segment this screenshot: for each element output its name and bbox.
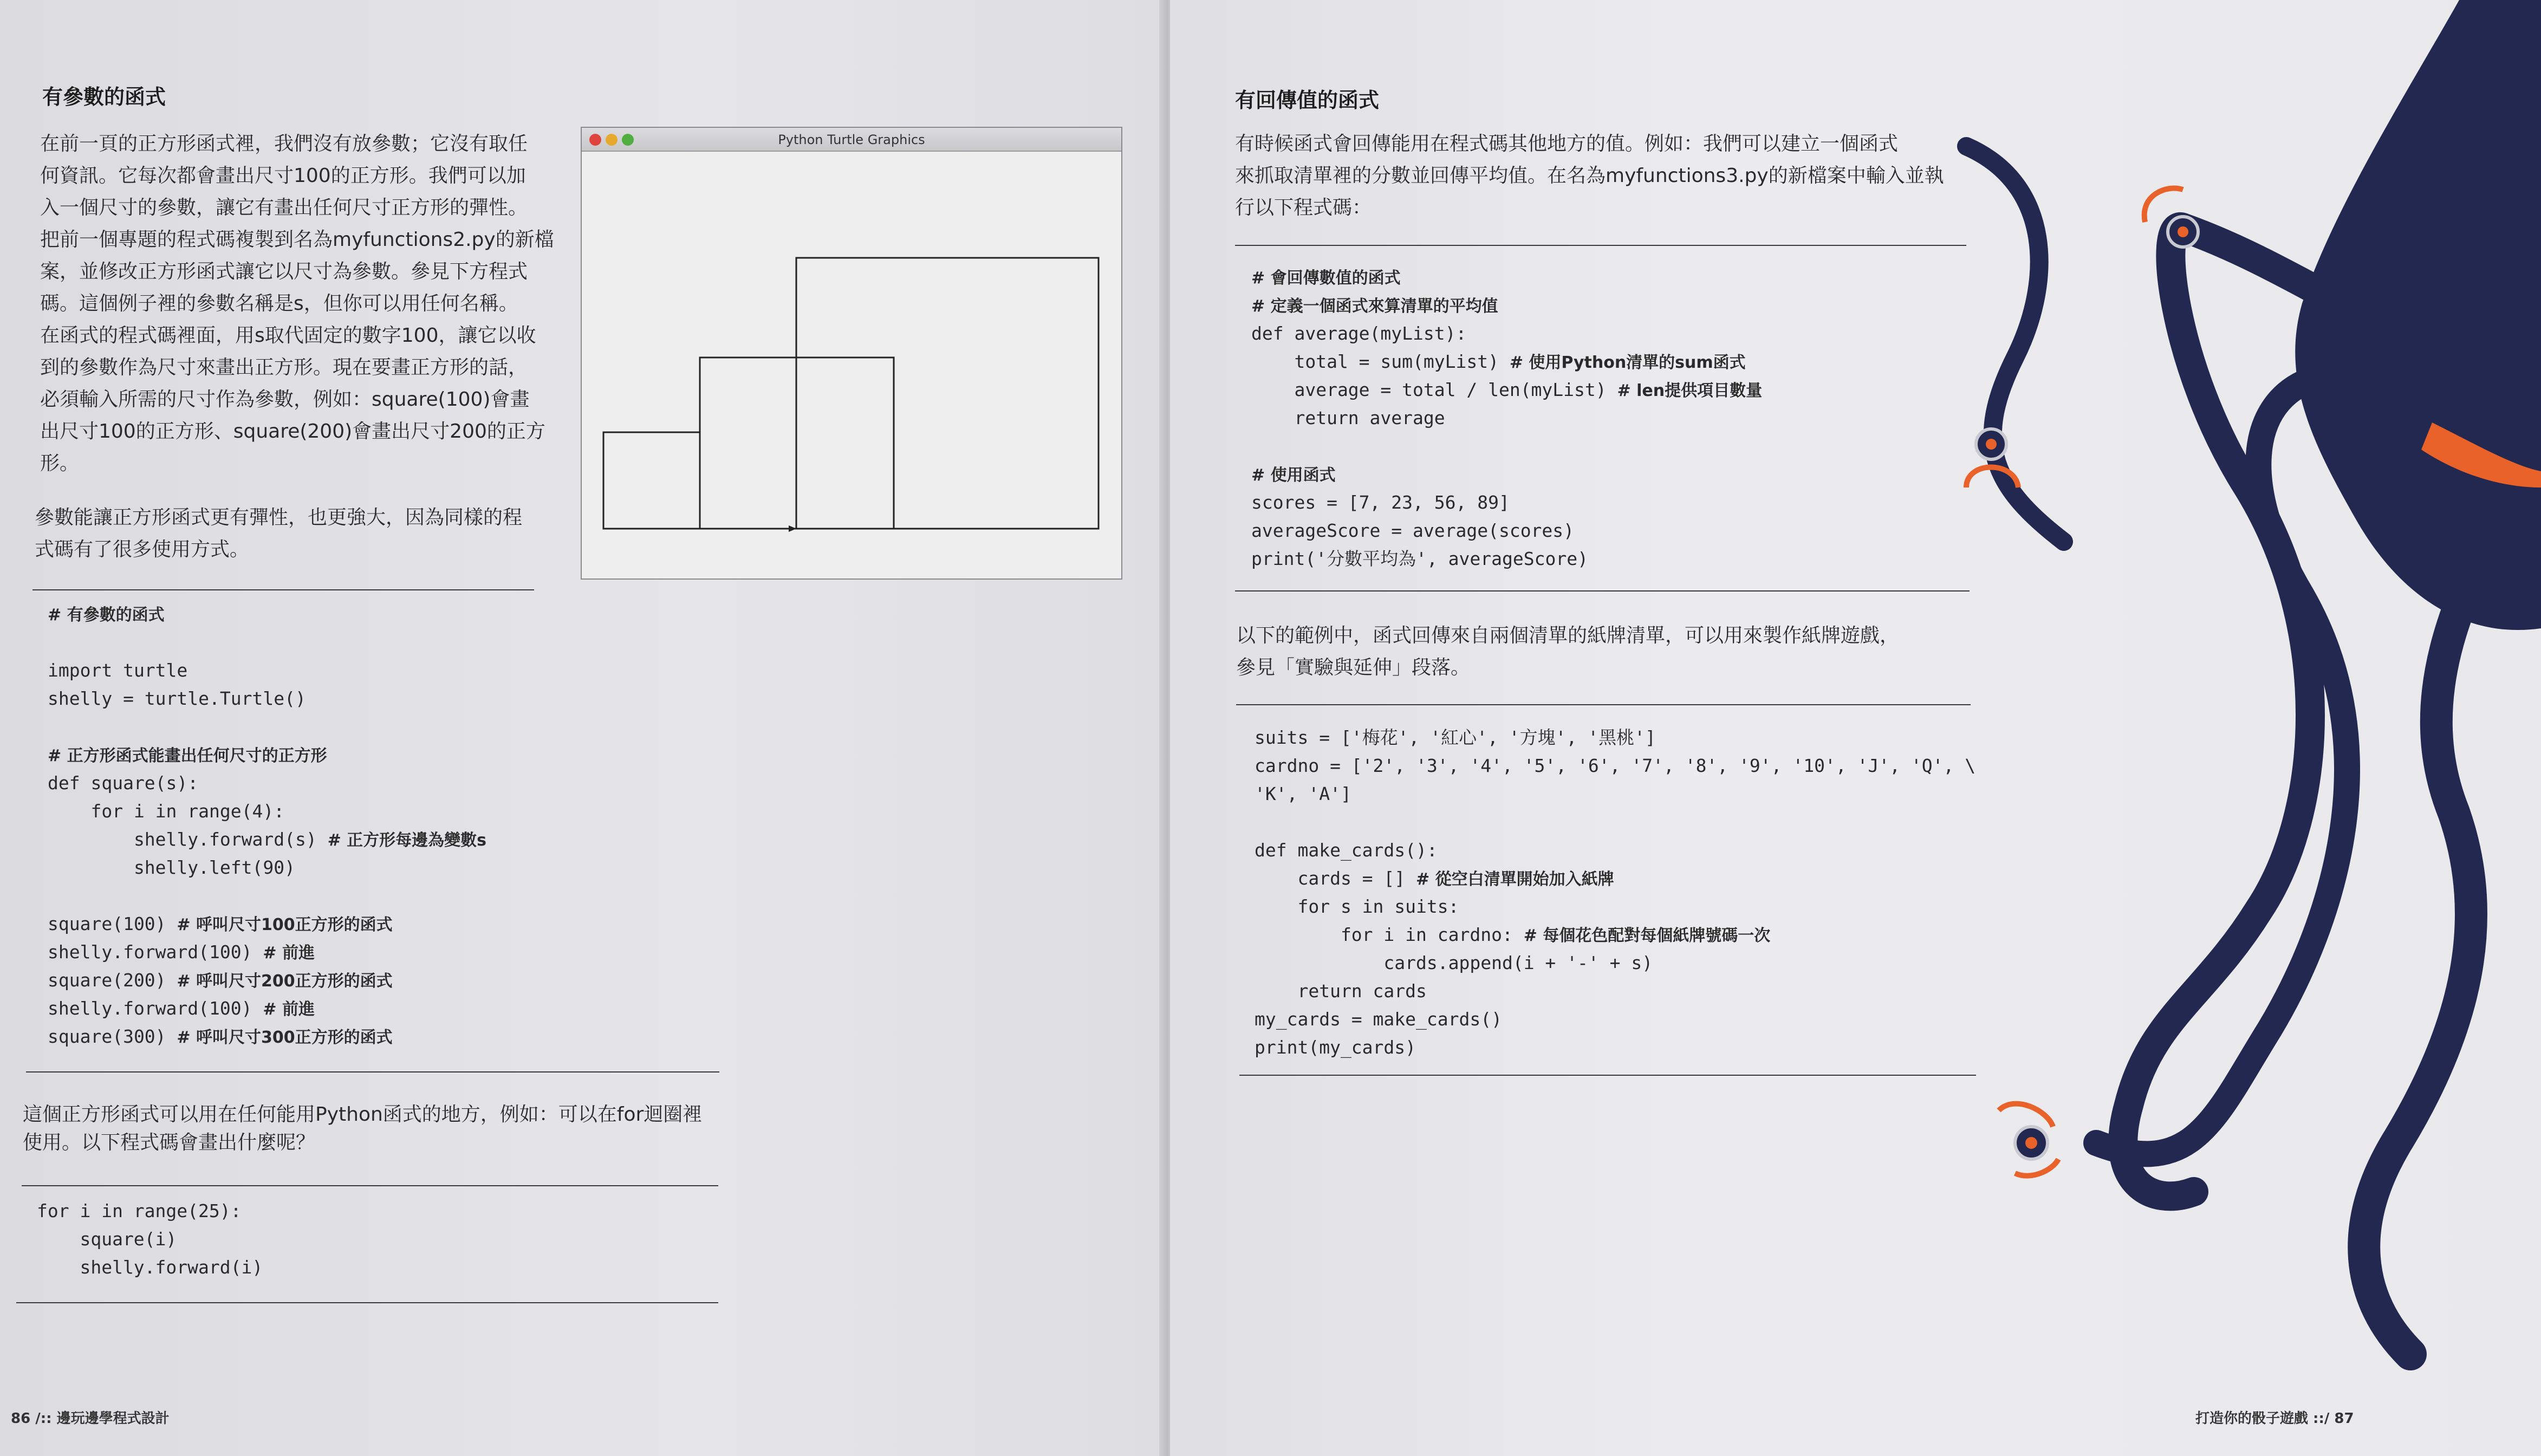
- text-line: 參見「實驗與延伸」段落。: [1236, 656, 1471, 679]
- text-line: 何資訊。它每次都會畫出尺寸100的正方形。我們可以加: [40, 165, 526, 187]
- text-line: 到的參數作為尺寸來畫出正方形。現在要畫正方形的話，: [40, 356, 528, 379]
- code-comment: # 會回傳數值的函式: [1251, 269, 1401, 288]
- code-text: square(200): [48, 970, 177, 991]
- code-text: 'K', 'A']: [1255, 783, 1351, 804]
- code-text: my_cards = make_cards(): [1255, 1009, 1502, 1030]
- left-heading: 有參數的函式: [42, 85, 166, 109]
- code-text: shelly.forward(s): [48, 829, 328, 850]
- code-text: for s in suits:: [1255, 896, 1459, 917]
- text-line: 形。: [40, 452, 80, 474]
- right-footer: 打造你的骰子遊戲 ::/ 87: [2195, 1410, 2354, 1427]
- text-line: 入一個尺寸的參數，讓它有畫出任何尺寸正方形的彈性。: [40, 197, 528, 219]
- text-line: 式碼有了很多使用方式。: [35, 538, 250, 561]
- code-text: square(300): [48, 1026, 177, 1047]
- text-line: 以下的範例中，函式回傳來自兩個清單的紙牌清單，可以用來製作紙牌遊戲，: [1236, 625, 1900, 647]
- code-comment: # 呼叫尺寸200正方形的函式: [177, 972, 393, 991]
- code-line: [1255, 977, 1980, 1005]
- code-text: suits = ['梅花', '紅心', '方塊', '黑桃']: [1255, 727, 1656, 748]
- code-line: [1251, 291, 1955, 320]
- code-comment: # 呼叫尺寸100正方形的函式: [177, 915, 393, 934]
- left-rule-1: [33, 589, 534, 590]
- right-rule-3: [1236, 704, 1971, 705]
- code-text: cards = []: [1255, 868, 1416, 889]
- code-line: [1251, 404, 1955, 432]
- code-line: [1251, 489, 1955, 517]
- code-comment: # 正方形函式能畫出任何尺寸的正方形: [48, 746, 327, 765]
- code-line: [48, 826, 698, 854]
- left-code-block-2: [37, 1197, 687, 1282]
- right-rule-1: [1235, 245, 1966, 246]
- code-text: square(i): [37, 1228, 177, 1250]
- code-line: [1251, 545, 1955, 573]
- code-line: [48, 769, 698, 797]
- code-line: [1255, 1034, 1980, 1062]
- code-line: [48, 1023, 698, 1051]
- code-line: [37, 1253, 687, 1282]
- text-line: 案，並修改正方形函式讓它以尺寸為參數。參見下方程式: [40, 261, 528, 283]
- code-text: print('分數平均為', averageScore): [1251, 548, 1588, 569]
- left-rule-4: [16, 1302, 718, 1303]
- text-line: 在前一頁的正方形函式裡，我們沒有放參數；它沒有取任: [40, 133, 528, 155]
- code-comment: # 每個花色配對每個紙牌號碼一次: [1523, 926, 1771, 945]
- right-code-block-2: [1255, 724, 1980, 1062]
- code-line: [1255, 724, 1980, 752]
- code-text: for i in cardno:: [1255, 924, 1524, 945]
- code-line: [48, 882, 698, 910]
- code-text: cardno = ['2', '3', '4', '5', '6', '7', '8', '9', '10', 'J', 'Q', \: [1255, 755, 1976, 776]
- left-intro-paragraph: [40, 128, 555, 479]
- text-line: 這個正方形函式可以用在任何能用Python函式的地方，例如：可以在for迴圈裡: [23, 1103, 703, 1126]
- octopus-illustration: [1923, 0, 2541, 1456]
- text-line: 有時候函式會回傳能用在程式碼其他地方的值。例如：我們可以建立一個函式: [1235, 133, 1899, 155]
- code-line: [1255, 921, 1980, 949]
- text-line: 使用。以下程式碼會畫出什麼呢？: [23, 1132, 316, 1154]
- square-300: [796, 258, 1099, 529]
- code-line: [1251, 263, 1955, 291]
- code-line: [1255, 780, 1980, 808]
- code-comment: # 前進: [263, 944, 315, 963]
- text-line: 來抓取清單裡的分數並回傳平均值。在名為myfunctions3.py的新檔案中輸入並執: [1235, 165, 1944, 187]
- code-line: [1251, 348, 1955, 376]
- turtle-graphics-window: [581, 127, 1122, 580]
- turtle-canvas: [582, 152, 1119, 576]
- window-title-bar: [582, 128, 1121, 152]
- octopus-head: [2295, 0, 2541, 630]
- code-text: def square(s):: [48, 772, 199, 794]
- code-comment: # 呼叫尺寸300正方形的函式: [177, 1028, 393, 1047]
- code-line: [48, 966, 698, 994]
- left-rule-3: [22, 1185, 718, 1186]
- code-text: shelly.left(90): [48, 857, 295, 878]
- code-comment: # 定義一個函式來算清單的平均值: [1251, 297, 1498, 316]
- code-line: [1255, 752, 1980, 780]
- code-text: scores = [7, 23, 56, 89]: [1251, 492, 1510, 513]
- code-text: cards.append(i + '-' + s): [1255, 952, 1653, 973]
- code-comment: # len提供項目數量: [1617, 381, 1763, 400]
- text-line: 必須輸入所需的尺寸作為參數，例如：square(100)會畫: [40, 388, 530, 411]
- code-comment: # 前進: [263, 1000, 315, 1019]
- code-line: [37, 1225, 687, 1253]
- text-line: 在函式的程式碼裡面，用s取代固定的數字100，讓它以收: [40, 324, 536, 347]
- code-line: [1255, 808, 1980, 836]
- code-text: shelly = turtle.Turtle(): [48, 688, 306, 709]
- code-comment: # 使用Python清單的sum函式: [1509, 353, 1746, 372]
- left-paragraph-3: [23, 1101, 727, 1157]
- left-footer: 86 /:: 邊玩邊學程式設計: [11, 1410, 170, 1427]
- code-line: [1251, 376, 1955, 404]
- code-line: [48, 685, 698, 713]
- code-line: [37, 1197, 687, 1225]
- text-line: 出尺寸100的正方形、square(200)會畫出尺寸200的正方: [40, 420, 545, 443]
- code-text: average = total / len(myList): [1251, 379, 1617, 400]
- code-comment: # 有參數的函式: [48, 606, 165, 625]
- code-line: [1255, 949, 1980, 977]
- code-text: for i in range(4):: [48, 801, 285, 822]
- code-text: square(100): [48, 913, 177, 934]
- code-text: shelly.forward(100): [48, 998, 263, 1019]
- code-text: shelly.forward(100): [48, 941, 263, 963]
- code-line: [48, 628, 698, 656]
- code-text: def average(myList):: [1251, 323, 1467, 344]
- code-text: averageScore = average(scores): [1251, 520, 1575, 541]
- text-line: 行以下程式碼：: [1235, 197, 1372, 219]
- right-intro-paragraph: [1235, 128, 1993, 224]
- code-line: [1251, 460, 1955, 489]
- right-paragraph-2: [1236, 620, 1994, 684]
- code-line: [48, 938, 698, 966]
- right-heading: 有回傳值的函式: [1235, 88, 1380, 112]
- code-line: [1251, 320, 1955, 348]
- code-line: [1255, 864, 1980, 893]
- code-line: [48, 741, 698, 769]
- code-text: for i in range(25):: [37, 1200, 242, 1221]
- code-line: [48, 994, 698, 1023]
- code-line: [1255, 836, 1980, 864]
- code-comment: # 正方形每邊為變數s: [327, 831, 486, 850]
- code-text: print(my_cards): [1255, 1037, 1416, 1058]
- code-text: def make_cards():: [1255, 840, 1438, 861]
- window-title: Python Turtle Graphics: [778, 132, 925, 147]
- code-line: [1255, 1005, 1980, 1034]
- code-line: [48, 656, 698, 685]
- turtle-cursor-icon: [789, 525, 796, 532]
- code-text: return cards: [1255, 980, 1427, 1002]
- code-line: [48, 910, 698, 938]
- code-line: [1255, 893, 1980, 921]
- right-code-block-1: [1251, 263, 1955, 573]
- left-page: [0, 0, 1167, 1456]
- code-text: import turtle: [48, 660, 188, 681]
- text-line: 參數能讓正方形函式更有彈性，也更強大，因為同樣的程: [35, 506, 523, 529]
- sucker-bottom: [1999, 1104, 2058, 1176]
- code-comment: # 使用函式: [1251, 466, 1336, 485]
- left-rule-2: [26, 1071, 719, 1072]
- right-rule-4: [1239, 1075, 1976, 1076]
- right-rule-2: [1235, 590, 1970, 592]
- text-line: 碼。這個例子裡的參數名稱是s，但你可以用任何名稱。: [40, 292, 518, 315]
- code-text: total = sum(myList): [1251, 351, 1510, 372]
- square-100: [603, 432, 700, 529]
- code-line: [48, 600, 698, 628]
- code-line: [48, 797, 698, 826]
- code-line: [1251, 432, 1955, 460]
- code-line: [48, 713, 698, 741]
- text-line: 把前一個專題的程式碼複製到名為myfunctions2.py的新檔: [40, 229, 554, 251]
- code-line: [1251, 517, 1955, 545]
- code-text: return average: [1251, 407, 1445, 428]
- left-code-block-1: [48, 600, 698, 1051]
- code-line: [48, 854, 698, 882]
- code-text: shelly.forward(i): [37, 1257, 263, 1278]
- code-comment: # 從空白清單開始加入紙牌: [1416, 870, 1614, 889]
- left-paragraph-2: [35, 502, 549, 566]
